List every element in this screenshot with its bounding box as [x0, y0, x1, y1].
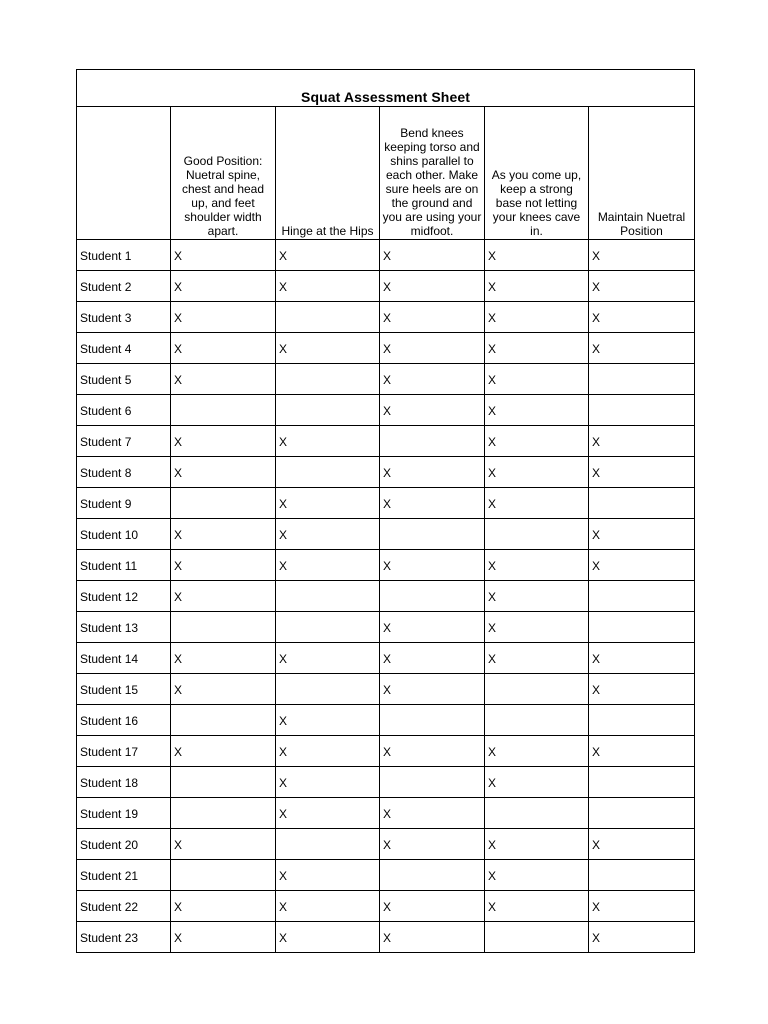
- student-name-cell: Student 19: [77, 798, 171, 829]
- table-row: [77, 426, 695, 457]
- good-position-cell: X: [171, 426, 276, 457]
- table-row: [77, 829, 695, 860]
- bend-knees-cell: X: [380, 488, 485, 519]
- student-name-cell: Student 4: [77, 333, 171, 364]
- bend-knees-cell: [380, 860, 485, 891]
- strong-base-cell: X: [485, 891, 589, 922]
- good-position-cell: X: [171, 240, 276, 271]
- neutral-position-cell: X: [589, 643, 695, 674]
- student-name-cell: Student 11: [77, 550, 171, 581]
- neutral-position-cell: X: [589, 333, 695, 364]
- strong-base-cell: [485, 705, 589, 736]
- hinge-cell: X: [276, 426, 380, 457]
- sheet-title: Squat Assessment Sheet: [301, 89, 470, 105]
- bend-knees-cell: X: [380, 240, 485, 271]
- hinge-cell: X: [276, 488, 380, 519]
- good-position-cell: X: [171, 891, 276, 922]
- table-row: [77, 674, 695, 705]
- neutral-position-cell: X: [589, 829, 695, 860]
- neutral-position-cell: [589, 798, 695, 829]
- neutral-position-cell: X: [589, 457, 695, 488]
- neutral-position-cell: [589, 364, 695, 395]
- neutral-position-cell: X: [589, 922, 695, 953]
- bend-knees-cell: X: [380, 550, 485, 581]
- good-position-cell: X: [171, 550, 276, 581]
- strong-base-cell: X: [485, 240, 589, 271]
- good-position-cell: X: [171, 457, 276, 488]
- bend-knees-cell: X: [380, 333, 485, 364]
- bend-knees-cell: [380, 767, 485, 798]
- neutral-position-cell: X: [589, 674, 695, 705]
- header-bend-knees: Bend knees keeping torso and shins parallel to each other. Make sure heels are on the ground and you are using your midfoot.: [380, 107, 485, 240]
- hinge-cell: X: [276, 643, 380, 674]
- header-maintain-neutral: Maintain Nuetral Position: [589, 107, 695, 240]
- table-row: [77, 705, 695, 736]
- table-row: [77, 395, 695, 426]
- strong-base-cell: X: [485, 271, 589, 302]
- table-row: [77, 333, 695, 364]
- strong-base-cell: X: [485, 364, 589, 395]
- student-name-cell: Student 22: [77, 891, 171, 922]
- strong-base-cell: X: [485, 333, 589, 364]
- neutral-position-cell: X: [589, 240, 695, 271]
- strong-base-cell: X: [485, 767, 589, 798]
- good-position-cell: X: [171, 829, 276, 860]
- strong-base-cell: X: [485, 736, 589, 767]
- table-row: [77, 519, 695, 550]
- good-position-cell: X: [171, 922, 276, 953]
- bend-knees-cell: X: [380, 457, 485, 488]
- table-row: [77, 364, 695, 395]
- hinge-cell: [276, 829, 380, 860]
- hinge-cell: X: [276, 767, 380, 798]
- good-position-cell: X: [171, 643, 276, 674]
- hinge-cell: X: [276, 922, 380, 953]
- neutral-position-cell: [589, 395, 695, 426]
- student-name-cell: Student 17: [77, 736, 171, 767]
- hinge-cell: [276, 612, 380, 643]
- good-position-cell: [171, 395, 276, 426]
- strong-base-cell: X: [485, 643, 589, 674]
- bend-knees-cell: [380, 426, 485, 457]
- hinge-cell: X: [276, 736, 380, 767]
- strong-base-cell: X: [485, 612, 589, 643]
- bend-knees-cell: [380, 581, 485, 612]
- header-good-position: Good Position: Nuetral spine, chest and head up, and feet shoulder width apart.: [171, 107, 276, 240]
- hinge-cell: X: [276, 860, 380, 891]
- header-strong-base: As you come up, keep a strong base not letting your knees cave in.: [485, 107, 589, 240]
- table-row: [77, 891, 695, 922]
- student-name-cell: Student 15: [77, 674, 171, 705]
- neutral-position-cell: X: [589, 426, 695, 457]
- strong-base-cell: X: [485, 550, 589, 581]
- student-name-cell: Student 6: [77, 395, 171, 426]
- table-row: [77, 643, 695, 674]
- hinge-cell: X: [276, 798, 380, 829]
- bend-knees-cell: X: [380, 736, 485, 767]
- neutral-position-cell: X: [589, 891, 695, 922]
- neutral-position-cell: [589, 705, 695, 736]
- student-name-cell: Student 16: [77, 705, 171, 736]
- table-row: [77, 271, 695, 302]
- student-name-cell: Student 1: [77, 240, 171, 271]
- table-row: [77, 581, 695, 612]
- student-name-cell: Student 2: [77, 271, 171, 302]
- hinge-cell: X: [276, 550, 380, 581]
- good-position-cell: X: [171, 333, 276, 364]
- neutral-position-cell: X: [589, 271, 695, 302]
- bend-knees-cell: X: [380, 829, 485, 860]
- student-name-cell: Student 23: [77, 922, 171, 953]
- strong-base-cell: X: [485, 426, 589, 457]
- neutral-position-cell: [589, 488, 695, 519]
- table-row: [77, 488, 695, 519]
- table-row: [77, 240, 695, 271]
- hinge-cell: [276, 302, 380, 333]
- header-student: [77, 107, 171, 240]
- strong-base-cell: [485, 922, 589, 953]
- strong-base-cell: X: [485, 395, 589, 426]
- strong-base-cell: X: [485, 860, 589, 891]
- neutral-position-cell: X: [589, 519, 695, 550]
- hinge-cell: X: [276, 333, 380, 364]
- good-position-cell: X: [171, 271, 276, 302]
- neutral-position-cell: X: [589, 550, 695, 581]
- student-name-cell: Student 21: [77, 860, 171, 891]
- good-position-cell: [171, 767, 276, 798]
- table-row: [77, 922, 695, 953]
- hinge-cell: [276, 674, 380, 705]
- hinge-cell: [276, 364, 380, 395]
- neutral-position-cell: X: [589, 736, 695, 767]
- header-row: [77, 107, 695, 240]
- strong-base-cell: [485, 519, 589, 550]
- student-name-cell: Student 13: [77, 612, 171, 643]
- squat-assessment-table: [76, 69, 695, 953]
- table-row: [77, 612, 695, 643]
- student-name-cell: Student 5: [77, 364, 171, 395]
- good-position-cell: X: [171, 519, 276, 550]
- table-row: [77, 860, 695, 891]
- bend-knees-cell: X: [380, 612, 485, 643]
- good-position-cell: [171, 612, 276, 643]
- student-name-cell: Student 20: [77, 829, 171, 860]
- hinge-cell: [276, 457, 380, 488]
- header-hinge-at-hips: Hinge at the Hips: [276, 107, 380, 240]
- bend-knees-cell: X: [380, 271, 485, 302]
- hinge-cell: X: [276, 240, 380, 271]
- hinge-cell: [276, 581, 380, 612]
- bend-knees-cell: X: [380, 674, 485, 705]
- bend-knees-cell: [380, 519, 485, 550]
- table-row: [77, 550, 695, 581]
- bend-knees-cell: X: [380, 364, 485, 395]
- student-name-cell: Student 12: [77, 581, 171, 612]
- good-position-cell: [171, 705, 276, 736]
- title-row: [77, 70, 695, 107]
- neutral-position-cell: [589, 767, 695, 798]
- good-position-cell: [171, 798, 276, 829]
- strong-base-cell: X: [485, 488, 589, 519]
- table-row: [77, 767, 695, 798]
- strong-base-cell: [485, 674, 589, 705]
- student-name-cell: Student 9: [77, 488, 171, 519]
- table-row: [77, 798, 695, 829]
- bend-knees-cell: X: [380, 798, 485, 829]
- strong-base-cell: X: [485, 302, 589, 333]
- neutral-position-cell: X: [589, 302, 695, 333]
- neutral-position-cell: [589, 581, 695, 612]
- hinge-cell: [276, 395, 380, 426]
- good-position-cell: X: [171, 302, 276, 333]
- strong-base-cell: [485, 798, 589, 829]
- bend-knees-cell: X: [380, 643, 485, 674]
- good-position-cell: [171, 860, 276, 891]
- hinge-cell: X: [276, 519, 380, 550]
- student-name-cell: Student 14: [77, 643, 171, 674]
- student-name-cell: Student 7: [77, 426, 171, 457]
- neutral-position-cell: [589, 612, 695, 643]
- table-row: [77, 302, 695, 333]
- table-row: [77, 736, 695, 767]
- hinge-cell: X: [276, 705, 380, 736]
- strong-base-cell: X: [485, 829, 589, 860]
- table-row: [77, 457, 695, 488]
- good-position-cell: X: [171, 674, 276, 705]
- neutral-position-cell: [589, 860, 695, 891]
- good-position-cell: [171, 488, 276, 519]
- bend-knees-cell: X: [380, 922, 485, 953]
- bend-knees-cell: X: [380, 891, 485, 922]
- bend-knees-cell: [380, 705, 485, 736]
- good-position-cell: X: [171, 581, 276, 612]
- bend-knees-cell: X: [380, 395, 485, 426]
- student-name-cell: Student 8: [77, 457, 171, 488]
- strong-base-cell: X: [485, 581, 589, 612]
- hinge-cell: X: [276, 891, 380, 922]
- bend-knees-cell: X: [380, 302, 485, 333]
- sheet-title-cell: [77, 70, 695, 107]
- student-name-cell: Student 18: [77, 767, 171, 798]
- hinge-cell: X: [276, 271, 380, 302]
- student-name-cell: Student 3: [77, 302, 171, 333]
- strong-base-cell: X: [485, 457, 589, 488]
- student-name-cell: Student 10: [77, 519, 171, 550]
- good-position-cell: X: [171, 736, 276, 767]
- good-position-cell: X: [171, 364, 276, 395]
